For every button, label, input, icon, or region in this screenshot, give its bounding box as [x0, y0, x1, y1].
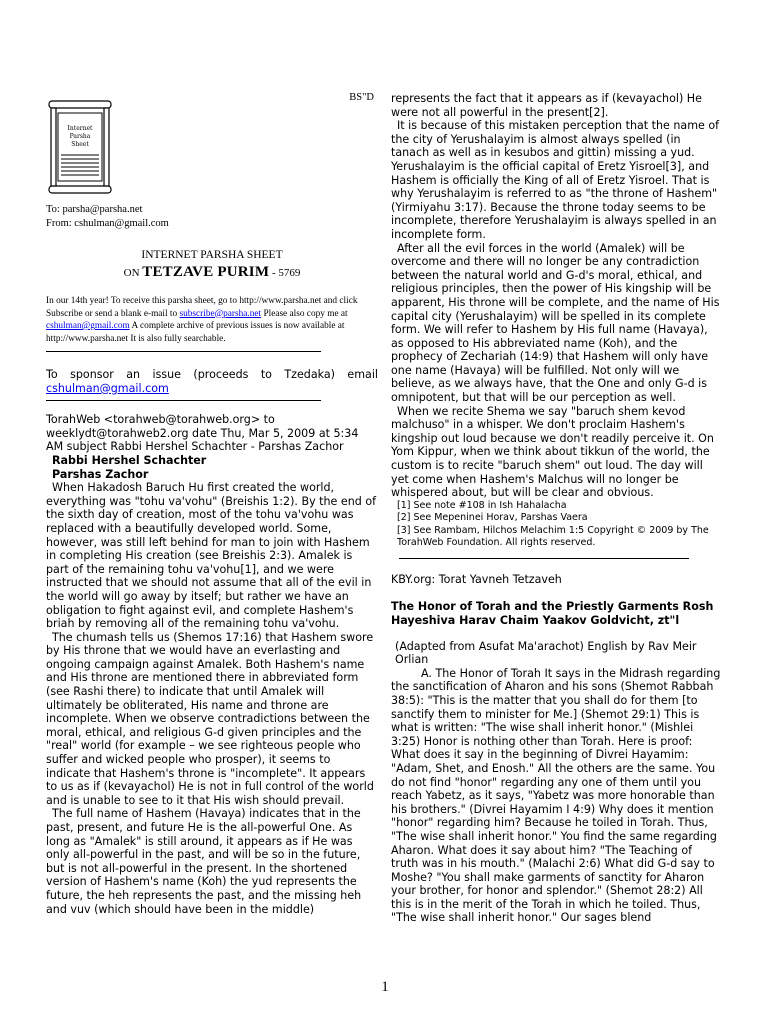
article-title: Parshas Zachor — [52, 467, 149, 481]
footnotes — [391, 500, 721, 550]
parsha-title — [46, 264, 378, 281]
footnote-1: [1] See note #108 in Ish Hahalacha — [397, 499, 567, 511]
scroll-logo-icon — [46, 99, 114, 195]
from-line: From: cshulman@gmail.com — [46, 218, 169, 229]
footnote-2: [2] See Mepeninei Horav, Parshas Vaera — [397, 512, 588, 524]
article-author: Rabbi Hershel Schachter — [52, 453, 207, 467]
logo-line-2: Parsha — [69, 133, 91, 140]
left-column — [46, 92, 378, 916]
left-paragraph-3: The full name of Hashem (Havaya) indicates that in the past, present, and future He is the all-powerful One. As long as "Amalek" is still around, it appears as if He was only all-powerful in the past, and will be so in the future, but is not all-powerful in the present. In the shortened version of Hashem's name (Koh) the yud represents the future, the heh represents the past, and the missing heh and vuv (which should have been in the middle) — [46, 807, 362, 916]
right-paragraph-4: When we recite Shema we say "baruch shem kevod malchuso" in a whisper. We don't proclaim Hashem's kingship out loud because we don't readily perceive it. On Yom Kippur, when we think about tikkun of the world, the custom is to recite "baruch shem" out loud. The day will yet come when Hashem's Malchus will no longer be whispered about, but will be clear and obvious. — [391, 404, 714, 500]
kby-paragraph-1: (Adapted from Asufat Ma'arachot) English by Rav Meir Orlian — [395, 639, 697, 667]
kby-paragraph-2: A. The Honor of Torah It says in the Midrash regarding the sanctification of Aharon and his sons (Shemot Rabbah 38:5): "This is the matter that you shall do for them [to sanctify them to minister for Me.] (Shemot 29:1) This is what is written: "The wise shall inherit honor." (Mishlei 3:25) Honor is nothing other than Torah. Here is proof: What does it say in the beginning of Divrei Hayamim: "Adam, Shet, and Enosh." All the others are the same. You do not find "honor" regarding any one of them until you reach Yabetz, as it says, "Yabetz was more honorable than his brothers." (Divrei Hayamim I 4:9) Why does it mention "honor" regarding him? Because he toiled in Torah. Thus, "The wise shall inherit honor." You find the same regarding Aharon. What does it say about him? "The Teaching of truth was in his mouth." (Malachi 2:6) What did G-d say to Moshe? "You shall make garments of sanctity for Aharon your brother, for honor and splendor." (Shemot 28:2) All this is in the merit of the Torah in which he toiled. Thus, "The wise shall inherit honor." Our sages blend — [391, 666, 721, 925]
subscribe-link[interactable]: subscribe@parsha.net — [179, 308, 262, 319]
sponsor-paragraph: To sponsor an issue (proceeds to Tzedaka) email cshulman@gmail.com — [46, 368, 378, 395]
page-number: 1 — [381, 979, 389, 995]
intro-paragraph: In our 14th year! To receive this parsha sheet, go to http://www.parsha.net and click Subscribe or send a blank e-mail to subscribe@parsha.net Please also copy me at cshulman@gmail.com A complete archive of previous issues is now available at http://www.parsha.net It is also fully searchable. — [46, 296, 358, 344]
logo-line-1: Internet — [67, 125, 93, 132]
parsha-year: - 5769 — [271, 267, 301, 279]
right-paragraph-2: It is because of this mistaken perception that the name of the city of Yerushalayim is almost always spelled (in tanach as well as in kesubos and gittin) missing a yud. Yerushalayim is the official capital of Eretz Yisroel[3], and Hashem is officially the King of all of Eretz Yisroel. That is why Yerushalayim is referred to as "the throne of Hashem" (Yirmiyahu 3:17). Because the throne today seems to be incomplete, therefore Yerushalayim is always spelled in an incomplete form. — [391, 119, 720, 241]
right-paragraph-3: After all the evil forces in the world (Amalek) will be overcome and there will no longer be any contradiction between the natural world and G-d's moral, ethical, and religious principles, then the power of His kingship will be apparent, His throne will be complete, and the name of His capital city (Yerushalayim) will be spelled in its complete form. We will refer to Hashem by His full name (Havaya), as opposed to His abbreviated name (Koh), and the prophecy of Zechariah (14:9) that Hashem will only have one name (Havaya) will be fulfilled. Not only will we believe, as we always have, that the One and only G-d is omnipotent, but that will be our perception as well. — [391, 241, 720, 405]
kby-title: The Honor of Torah and the Priestly Garments Rosh Hayeshiva Harav Chaim Yaakov Goldvicht, zt"l — [391, 600, 714, 627]
footnote-3: [3] See Rambam, Hilchos Melachim 1:5 Copyright © 2009 by The TorahWeb Foundation. All rights reserved. — [397, 524, 709, 549]
on-prefix: ON — [123, 267, 140, 279]
to-line: To: parsha@parsha.net — [46, 204, 143, 215]
kby-source: KBY.org: Torat Yavneh Tetzaveh — [391, 572, 562, 586]
sheet-title: INTERNET PARSHA SHEET — [141, 249, 283, 261]
article-meta: TorahWeb <torahweb@torahweb.org> to weeklydt@torahweb2.org date Thu, Mar 5, 2009 at 5:34 AM subject Rabbi Hershel Schachter - Parshas Zachor — [46, 413, 359, 454]
divider-3 — [399, 558, 689, 559]
logo-line-3: Sheet — [71, 141, 89, 148]
right-column — [391, 92, 721, 925]
bsd-mark: BS"D — [349, 92, 374, 103]
divider-1 — [46, 351, 321, 352]
email-link[interactable]: cshulman@gmail.com — [46, 321, 130, 331]
sponsor-email-link[interactable]: cshulman@gmail.com — [46, 381, 169, 395]
address-block — [46, 203, 378, 231]
left-paragraph-1: When Hakadosh Baruch Hu first created the world, everything was "tohu va'vohu" (Breishis 1:2). By the end of the sixth day of creation, most of the tohu va'vohu was replaced with a beautifully developed world. Some, however, was still left behind for man to join with Hashem in completing His creation (see Breishis 2:3). Amalek is part of the remaining tohu va'vohu[1], and we were instructed that we should not assume that all of the evil in the world will go away by itself; but rather we have an obligation to fight against evil, and complete Hashem's briah by removing all of the remaining tohu va'vohu. — [46, 481, 377, 631]
parsha-name: TETZAVE PURIM — [142, 264, 270, 280]
left-paragraph-2: The chumash tells us (Shemos 17:16) that Hashem swore by His throne that we would have an everlasting and ongoing campaign against Amalek. Both Hashem's name and His throne are mentioned there in abbreviated form (see Rashi there) to indicate that until Amalek will ultimately be obliterated, His name and throne are incomplete. When we observe contradictions between the moral, ethical, and religious G-d given principles and the "real" world (for example – we see righteous people who suffer and wicked people who prosper), it seems to indicate that Hashem's throne is "incomplete". It appears to us as if (kevayachol) He is not in full control of the world and is unable to see to it that His wish should prevail. — [46, 630, 374, 807]
divider-2 — [46, 400, 321, 401]
right-paragraph-1: represents the fact that it appears as if (kevayachol) He were not all powerful in the present[2]. — [391, 92, 702, 119]
